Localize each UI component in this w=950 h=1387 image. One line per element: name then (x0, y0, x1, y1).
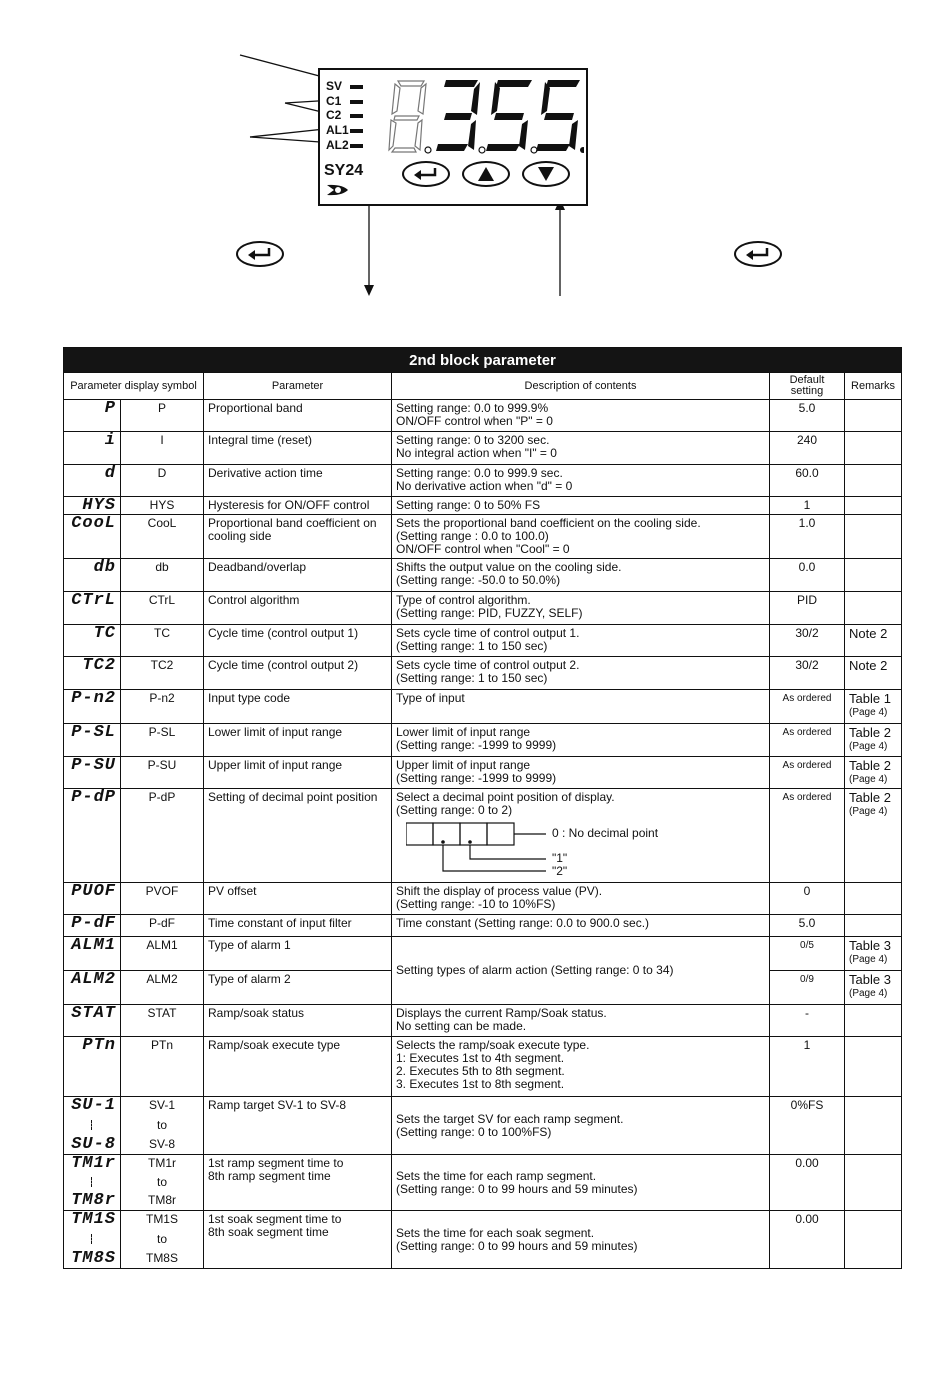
remarks (845, 1155, 902, 1211)
default: 240 (770, 432, 845, 465)
text-line: Type of control algorithm. (396, 593, 531, 607)
symbol (64, 1155, 121, 1211)
text-line: Setting range: 0 to 3200 sec. (396, 433, 550, 447)
parameter: PV offset (204, 883, 392, 915)
description (392, 789, 770, 883)
remarks (845, 497, 902, 515)
symbol: HYS (64, 497, 121, 515)
remarks (845, 789, 902, 883)
text-line: 8th ramp segment time (208, 1169, 331, 1183)
code-line: to (156, 1174, 167, 1189)
symbol: CooL (64, 515, 121, 559)
text-line: Lower limit of input range (396, 725, 531, 739)
code: D (121, 465, 204, 497)
table-title: 2nd block parameter (64, 348, 902, 373)
default: 0.00 (770, 1211, 845, 1269)
code: I (121, 432, 204, 465)
symbol: P-SU (64, 757, 121, 789)
remarks (845, 724, 902, 757)
down-key[interactable] (522, 161, 570, 187)
text-line: 8th soak segment time (208, 1225, 329, 1239)
table-row (64, 883, 902, 915)
description (392, 625, 770, 657)
text-line: Ramp target SV-1 to SV-8 (208, 1098, 347, 1112)
text-line: (Setting range: 0 to 99 hours and 59 minutes) (396, 1181, 638, 1196)
remarks (845, 592, 902, 625)
code: P-dP (121, 789, 204, 883)
code-line: SV-8 (148, 1137, 175, 1151)
symbol: PUOF (64, 883, 121, 915)
indicator-sv: SV (326, 80, 342, 93)
decimal-point-diagram (396, 821, 765, 877)
default: 0%FS (770, 1097, 845, 1155)
indicator-c2: C2 (326, 109, 341, 122)
remarks (845, 1211, 902, 1269)
code-line: TM1S (145, 1212, 178, 1226)
table-row (64, 592, 902, 625)
table-row (64, 657, 902, 690)
description (392, 497, 770, 515)
symbol (64, 1211, 121, 1269)
default: 0/5 (770, 937, 845, 971)
text-line: (Setting range: -1999 to 9999) (396, 738, 557, 752)
default: PID (770, 592, 845, 625)
description (392, 690, 770, 724)
text-line: ON/OFF control when "Cool" = 0 (396, 542, 570, 556)
text-line: Displays the current Ramp/Soak status. (396, 1006, 607, 1020)
table-row (64, 559, 902, 592)
remark-page: (Page 4) (849, 806, 888, 817)
text-line: (Setting range: 1 to 150 sec) (396, 671, 548, 685)
default: 30/2 (770, 625, 845, 657)
range-dots (91, 1177, 93, 1187)
text-line: (Setting range: -1999 to 9999) (396, 771, 557, 785)
text-line: 3. Executes 1st to 8th segment. (396, 1077, 565, 1091)
indicator-c1: C1 (326, 95, 341, 108)
text-line: 2. Executes 5th to 8th segment. (396, 1064, 565, 1078)
header-remarks: Remarks (845, 373, 902, 400)
text-line: No integral action when "I" = 0 (396, 446, 557, 460)
remark-text: Note 2 (849, 626, 888, 641)
remark-text: Table 1 (849, 691, 891, 706)
text-line: (Setting range : 0.0 to 100.0) (396, 529, 549, 543)
parameter: Type of alarm 2 (204, 971, 392, 1005)
text-line: Sets the target SV for each ramp segment. (396, 1111, 624, 1126)
default: As ordered (770, 757, 845, 789)
table-row (64, 400, 902, 432)
parameter: Proportional band coefficient on cooling side (204, 515, 392, 559)
default: 60.0 (770, 465, 845, 497)
text-line: (Setting range: -10 to 10%FS) (396, 897, 556, 911)
remarks (845, 883, 902, 915)
remarks (845, 757, 902, 789)
enter-icon (413, 167, 439, 181)
symbol-last: SU-8 (71, 1135, 116, 1154)
remarks (845, 1005, 902, 1037)
parameter: Ramp/soak status (204, 1005, 392, 1037)
default: 1 (770, 497, 845, 515)
remarks (845, 1097, 902, 1155)
parameter: Ramp/soak execute type (204, 1037, 392, 1097)
description (392, 1037, 770, 1097)
parameter: Derivative action time (204, 465, 392, 497)
code: P-dF (121, 915, 204, 937)
code-line: TM1r (148, 1156, 176, 1170)
default: 5.0 (770, 915, 845, 937)
parameter: Hysteresis for ON/OFF control (204, 497, 392, 515)
symbol: TC2 (64, 657, 121, 690)
code-line: to (156, 1231, 167, 1246)
text-line: 1st soak segment time to (208, 1212, 342, 1226)
code: db (121, 559, 204, 592)
description (392, 1211, 770, 1269)
code (121, 1155, 204, 1211)
model-label: SY24 (324, 162, 364, 179)
description (392, 724, 770, 757)
symbol: d (64, 465, 121, 497)
range-dots (91, 1234, 93, 1244)
brand-logo (326, 182, 358, 198)
parameter (204, 1097, 392, 1155)
symbol: P-dP (64, 789, 121, 883)
table-row (64, 724, 902, 757)
remarks (845, 625, 902, 657)
default: 30/2 (770, 657, 845, 690)
remark-text: Note 2 (849, 658, 888, 673)
header-default: Default setting (770, 373, 845, 400)
text-line: Shift the display of process value (PV). (396, 884, 603, 898)
description: Setting types of alarm action (Setting range: 0 to 34) (392, 937, 770, 1005)
parameter-table (63, 347, 902, 1269)
code: ALM2 (121, 971, 204, 1005)
default: 1.0 (770, 515, 845, 559)
symbol-last: TM8S (71, 1249, 116, 1268)
enter-icon (247, 247, 273, 261)
code: P-SU (121, 757, 204, 789)
triangle-down-icon (537, 166, 555, 182)
text-line: (Setting range: 0 to 100%FS) (396, 1124, 552, 1139)
text-line: "2" (552, 864, 568, 878)
code-line: TM8S (145, 1251, 178, 1265)
code: STAT (121, 1005, 204, 1037)
code: CooL (121, 515, 204, 559)
table-row (64, 789, 902, 883)
parameter: Cycle time (control output 1) (204, 625, 392, 657)
default: As ordered (770, 690, 845, 724)
text-line: ON/OFF control when "P" = 0 (396, 414, 553, 428)
symbol: P-n2 (64, 690, 121, 724)
parameter: Proportional band (204, 400, 392, 432)
parameter: Time constant of input filter (204, 915, 392, 937)
text-line: Sets cycle time of control output 1. (396, 626, 580, 640)
header-parameter: Parameter (204, 373, 392, 400)
description (392, 432, 770, 465)
description (392, 883, 770, 915)
text-line: 1st ramp segment time to (208, 1156, 344, 1170)
enter-icon (745, 247, 771, 261)
symbol: P (64, 400, 121, 432)
table-row (64, 1037, 902, 1097)
table-row (64, 625, 902, 657)
parameter: Setting of decimal point position (204, 789, 392, 883)
header-symbol: Parameter display symbol (64, 373, 204, 400)
symbol-first: SU-1 (71, 1096, 116, 1115)
text-line: Shifts the output value on the cooling side. (396, 560, 622, 574)
enter-key-reference-left (236, 241, 284, 267)
remarks (845, 432, 902, 465)
text-line: Select a decimal point position of display. (396, 790, 615, 804)
enter-key-reference-right (734, 241, 782, 267)
indicator-al1: AL1 (326, 124, 349, 137)
remarks (845, 657, 902, 690)
text-line: (Setting range: 0 to 2) (396, 803, 513, 817)
parameter: Lower limit of input range (204, 724, 392, 757)
default: As ordered (770, 724, 845, 757)
symbol: i (64, 432, 121, 465)
text-line: Sets the time for each soak segment. (396, 1225, 595, 1240)
parameter: Input type code (204, 690, 392, 724)
text-line: (Setting range: PID, FUZZY, SELF) (396, 606, 583, 620)
symbol: P-dF (64, 915, 121, 937)
remark-page: (Page 4) (849, 741, 888, 752)
text-line: Setting range: 0.0 to 999.9% (396, 401, 549, 415)
text-line: Setting range: 0 to 50% FS (396, 498, 541, 512)
code: ALM1 (121, 937, 204, 971)
parameter (204, 1211, 392, 1269)
code: TC2 (121, 657, 204, 690)
symbol: PTn (64, 1037, 121, 1097)
text-line: 1: Executes 1st to 4th segment. (396, 1051, 565, 1065)
table-row (64, 1155, 902, 1211)
remarks (845, 400, 902, 432)
description (392, 915, 770, 937)
remarks: Table 3 (Page 4) (845, 971, 902, 1005)
text-line: Type of input (396, 691, 465, 705)
default: 0.00 (770, 1155, 845, 1211)
remarks (845, 690, 902, 724)
text-line: 0 : No decimal point (552, 826, 659, 840)
table-row (64, 1211, 902, 1269)
text-line: Time constant (Setting range: 0.0 to 900.0 sec.) (396, 916, 650, 930)
text-line: Setting range: 0.0 to 999.9 sec. (396, 466, 563, 480)
default: 5.0 (770, 400, 845, 432)
symbol: ALM1 (64, 937, 121, 971)
symbol: P-SL (64, 724, 121, 757)
enter-key[interactable] (402, 161, 450, 187)
table-row (64, 432, 902, 465)
code: CTrL (121, 592, 204, 625)
table-row (64, 1005, 902, 1037)
range-dots (91, 1120, 93, 1130)
symbol-first: TM1r (71, 1154, 116, 1173)
controller-front-panel (318, 68, 588, 206)
symbol-last: TM8r (71, 1191, 116, 1210)
remarks (845, 559, 902, 592)
remarks (845, 1037, 902, 1097)
header-description: Description of contents (392, 373, 770, 400)
description (392, 1097, 770, 1155)
text-line: Sets cycle time of control output 2. (396, 658, 580, 672)
remark-text: Table 2 (849, 758, 891, 773)
text-line: (Setting range: -50.0 to 50.0%) (396, 573, 561, 587)
text-line: Selects the ramp/soak execute type. (396, 1038, 590, 1052)
parameter: Type of alarm 1 (204, 937, 392, 971)
remark-page: (Page 4) (849, 707, 888, 718)
text-line: No derivative action when "d" = 0 (396, 479, 573, 493)
remark-text: Table 2 (849, 790, 891, 805)
parameter: Control algorithm (204, 592, 392, 625)
default: 1 (770, 1037, 845, 1097)
symbol: STAT (64, 1005, 121, 1037)
description (392, 515, 770, 559)
text-line: Sets the time for each ramp segment. (396, 1168, 597, 1183)
description (392, 465, 770, 497)
table-row (64, 915, 902, 937)
table-row (64, 465, 902, 497)
table-row (64, 757, 902, 789)
remark-text: Table 2 (849, 725, 891, 740)
default: - (770, 1005, 845, 1037)
remarks: Table 3 (Page 4) (845, 937, 902, 971)
code: PTn (121, 1037, 204, 1097)
code: PVOF (121, 883, 204, 915)
remark-page: (Page 4) (849, 774, 888, 785)
code: P-SL (121, 724, 204, 757)
text-line: (Setting range: 1 to 150 sec) (396, 639, 548, 653)
triangle-up-icon (477, 166, 495, 182)
default: 0 (770, 883, 845, 915)
text-line: Sets the proportional band coefficient on the cooling side. (396, 516, 701, 530)
code (121, 1211, 204, 1269)
table-row (64, 515, 902, 559)
code-line: SV-1 (148, 1098, 175, 1112)
text-line: No setting can be made. (396, 1019, 527, 1033)
table-row (64, 690, 902, 724)
code: HYS (121, 497, 204, 515)
text-line: Upper limit of input range (396, 758, 531, 772)
indicator-al2: AL2 (326, 139, 349, 152)
table-row (64, 937, 902, 971)
description (392, 1155, 770, 1211)
remarks (845, 515, 902, 559)
code: TC (121, 625, 204, 657)
parameter (204, 1155, 392, 1211)
parameter: Deadband/overlap (204, 559, 392, 592)
default: 0/9 (770, 971, 845, 1005)
symbol: db (64, 559, 121, 592)
up-key[interactable] (462, 161, 510, 187)
code (121, 1097, 204, 1155)
code: P (121, 400, 204, 432)
code-line: TM8r (148, 1193, 176, 1207)
text-line: (Setting range: 0 to 99 hours and 59 minutes) (396, 1238, 638, 1253)
table-row (64, 497, 902, 515)
remarks (845, 465, 902, 497)
decimal-point-boxes (406, 821, 576, 877)
description (392, 400, 770, 432)
description (392, 757, 770, 789)
code: P-n2 (121, 690, 204, 724)
symbol: ALM2 (64, 971, 121, 1005)
code-line: to (156, 1117, 167, 1132)
description (392, 592, 770, 625)
symbol: TC (64, 625, 121, 657)
parameter: Cycle time (control output 2) (204, 657, 392, 690)
table-row (64, 1097, 902, 1155)
parameter: Upper limit of input range (204, 757, 392, 789)
symbol: CTrL (64, 592, 121, 625)
text-line: "1" (552, 851, 568, 865)
default: As ordered (770, 789, 845, 883)
seven-segment-display (388, 78, 584, 154)
description (392, 1005, 770, 1037)
parameter: Integral time (reset) (204, 432, 392, 465)
symbol (64, 1097, 121, 1155)
symbol-first: TM1S (71, 1210, 116, 1229)
description (392, 657, 770, 690)
description (392, 559, 770, 592)
remarks (845, 915, 902, 937)
default: 0.0 (770, 559, 845, 592)
